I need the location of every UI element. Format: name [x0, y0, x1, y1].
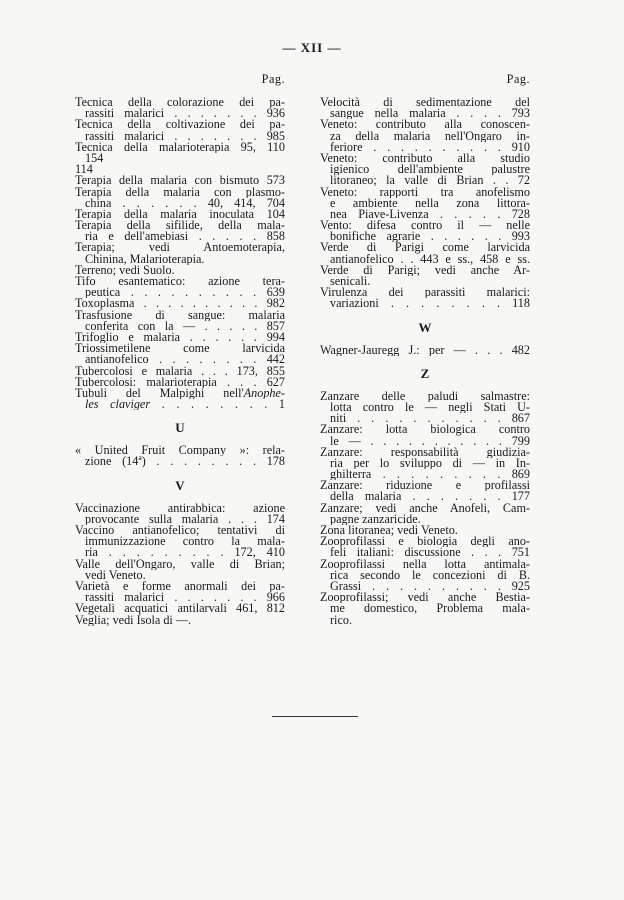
index-entry-line: feli italiani: discussione . . . 751 — [330, 547, 530, 559]
index-entry — [320, 424, 530, 446]
index-entry-line: Terapia; vedi Antoemoterapia, — [75, 242, 285, 254]
index-entry-line: Terapia della sifilide, della mala- — [75, 220, 285, 232]
index-entry-line: ghilterra . . . . . . . . . 869 — [330, 469, 530, 481]
pag-label-right: Pag. — [506, 72, 530, 86]
index-entry-line: Verde di Parigi; vedi anche Ar- — [320, 264, 530, 276]
index-entry-line: me domestico, Problema mala- — [330, 603, 530, 615]
index-entry — [75, 445, 285, 467]
index-entry-line: Terreno; vedi Suolo. — [75, 264, 175, 276]
index-entry — [75, 377, 285, 388]
index-entry-line: zione (14ª) . . . . . . . . 178 — [85, 456, 285, 468]
index-entry-line: feriore . . . . . . . . . . 910 — [330, 141, 530, 153]
index-entry-line: rassiti malarici . . . . . . . 936 — [85, 108, 285, 120]
index-entry-line: Trasfusione di sangue: malaria — [75, 309, 285, 321]
end-rule — [272, 716, 358, 717]
index-entry-line: Zooprofilassi e biologia degli ano- — [320, 536, 530, 548]
index-entry — [320, 525, 530, 536]
index-entry-line: Veglia; vedi Isola di —. — [75, 614, 192, 626]
index-column-left — [75, 72, 285, 626]
index-entry-line: Vaccinazione antirabbica: azione — [75, 502, 285, 514]
index-entry — [75, 187, 285, 209]
index-entry-line: peutica . . . . . . . . . . 639 — [85, 287, 285, 299]
index-entry-line: sangue nella malaria . . . . 793 — [330, 108, 530, 120]
index-entry — [320, 480, 530, 502]
index-entry-line: ria per lo sviluppo di — in In- — [330, 457, 530, 470]
pag-label-left: Pag. — [261, 72, 285, 86]
index-entry-line: variazioni . . . . . . . . 118 — [330, 298, 530, 310]
index-entry-line: Toxoplasma . . . . . . . . . . 982 — [75, 298, 285, 310]
index-entry-line: rica secondo le concezioni di B. — [330, 569, 530, 581]
index-entry — [320, 242, 530, 264]
index-entry-line: vedi Veneto. — [85, 569, 146, 581]
index-entry-line: provocante sulla malaria . . . 174 — [85, 513, 285, 525]
index-entry-line: Zanzare delle paludi salmastre: — [320, 390, 530, 402]
index-entry-line: igienico dell'ambiente palustre — [330, 164, 530, 176]
index-entry-line: Terapia della malaria inoculata 104 — [75, 208, 285, 221]
index-entry-line: Vento: difesa contro il — nelle — [320, 220, 530, 232]
index-entry-line: antianofelico . . 443 e ss., 458 e ss. — [330, 253, 530, 265]
index-entry-line: e ambiente nella zona littora- — [330, 197, 530, 209]
index-entry-line: Velocità di sedimentazione del — [320, 97, 530, 109]
index-entry-line: Tecnica della coltivazione dei pa- — [75, 119, 285, 131]
index-entry — [320, 391, 530, 425]
index-entry-line: 154 — [85, 152, 104, 165]
index-entry — [75, 310, 285, 332]
index-entry-line: Varietà e forme anormali dei pa- — [75, 580, 285, 593]
index-entry — [320, 559, 530, 593]
index-entry-line: antianofelico . . . . . . . . 442 — [85, 354, 285, 366]
index-entry-line: Grassi . . . . . . . . . . 925 — [330, 580, 530, 593]
entries-v — [75, 503, 285, 626]
index-entry — [75, 503, 285, 525]
index-entry-line: bonifiche agrarie . . . . . . 993 — [330, 231, 530, 243]
entries-w — [320, 345, 530, 356]
index-entry-line: pagne zanzaricide. — [330, 513, 421, 525]
index-entry — [75, 265, 285, 276]
entries-t — [75, 97, 285, 410]
index-entry-line: le — . . . . . . . . . . . 799 — [330, 435, 530, 447]
index-entry-line: Tecnica della colorazione dei pa- — [75, 97, 285, 109]
index-entry-line: Valle dell'Ongaro, valle di Brian; — [75, 558, 285, 570]
index-entry-line: niti . . . . . . . . . . . 867 — [330, 413, 530, 425]
index-entry-line: ria e dell'amebiasi . . . . . 858 — [85, 231, 285, 243]
index-entry-line: Vegetali acquatici antilarvali 461, 812 — [75, 603, 285, 615]
index-entry — [320, 220, 530, 242]
index-entry — [75, 242, 285, 264]
entries-z — [320, 391, 530, 626]
index-entry-line: nea Piave-Livenza . . . . . 728 — [330, 208, 530, 221]
index-entry-line: Virulenza dei parassiti malarici: — [320, 287, 530, 299]
index-entry-line: Terapia della malaria con plasmo- — [75, 186, 285, 198]
section-letter-z: Z — [420, 365, 430, 381]
index-entry — [320, 287, 530, 309]
index-entry-line: Chinina, Malarioterapia. — [85, 253, 205, 265]
index-entry — [75, 603, 285, 614]
index-entry — [75, 343, 285, 365]
entries-u — [75, 445, 285, 467]
index-entry — [75, 209, 285, 220]
index-entry-line: za della malaria nell'Ongaro in- — [330, 130, 530, 142]
index-entry-line: Vaccino antianofelico; tentativi di — [75, 525, 285, 537]
section-letter-u: U — [175, 420, 185, 436]
index-entry — [75, 97, 285, 119]
index-entry — [320, 345, 530, 356]
index-entry — [75, 298, 285, 309]
index-entry-line: Terapia della malaria con bismuto 573 — [75, 175, 285, 187]
index-entry — [320, 536, 530, 558]
index-entry — [320, 503, 530, 525]
index-entry — [320, 119, 530, 153]
index-entry — [75, 332, 285, 343]
index-entry-line: rico. — [330, 614, 352, 626]
index-entry-line: 114 — [75, 164, 93, 176]
index-entry-line: Triossimetilene come larvicida — [75, 343, 285, 355]
section-letter-w: W — [418, 319, 432, 335]
index-entry — [320, 592, 530, 626]
index-entry-line: les claviger . . . . . . . . 1 — [85, 399, 285, 411]
index-entry — [320, 187, 530, 221]
index-entry — [75, 525, 285, 559]
index-entry-line: conferita con la — . . . . . 857 — [85, 320, 285, 332]
index-entry — [75, 388, 285, 410]
index-entry-line: Veneto: contributo alla conoscen- — [320, 119, 530, 131]
index-entry — [75, 175, 285, 186]
index-entry — [75, 142, 285, 164]
index-entry — [75, 615, 285, 626]
index-entry-line: Trifoglio e malaria . . . . . . 994 — [75, 331, 285, 344]
index-entry — [75, 559, 285, 581]
entries-v-right — [320, 97, 530, 310]
index-entry-line: Tubercolosi: malarioterapia . . . 627 — [75, 376, 285, 388]
index-column-right — [320, 72, 530, 626]
section-letter-v: V — [175, 477, 185, 493]
index-entry-line: Zooprofilassi; vedi anche Bestia- — [320, 592, 530, 604]
index-entry — [320, 153, 530, 187]
index-entry-line: china . . . . . . 40, 414, 704 — [85, 197, 285, 209]
index-entry-line: rassiti malarici . . . . . . . 985 — [85, 130, 285, 142]
page-number: — XII — — [282, 40, 342, 55]
index-entry-line: Zooprofilassi nella lotta antimala- — [320, 558, 530, 570]
index-entry-line: Tifo esantematico: azione tera- — [75, 276, 285, 288]
index-entry-line: rassiti malarici . . . . . . . 966 — [85, 592, 285, 604]
index-entry — [75, 581, 285, 603]
index-entry-line: « United Fruit Company »: rela- — [75, 445, 285, 457]
index-entry — [320, 447, 530, 481]
index-entry-line: Zanzare; vedi anche Anofeli, Cam- — [320, 502, 530, 514]
index-entry-line: Tubuli del Malpighi nell'Anophe- — [75, 387, 285, 400]
index-entry-line: Wagner-Jauregg J.: per — . . . 482 — [320, 344, 530, 356]
index-entry — [75, 276, 285, 298]
index-entry-line: immunizzazione contro la mala- — [85, 536, 285, 548]
index-entry — [320, 97, 530, 119]
index-entry-line: Verde di Parigi come larvicida — [320, 242, 530, 254]
index-entry-line: Tubercolosi e malaria . . . 173, 855 — [75, 365, 285, 377]
index-entry-line: Zanzare: lotta biologica contro — [320, 424, 530, 436]
index-entry-line: lotta contro le — negli Stati U- — [330, 401, 530, 414]
index-entry-line: ria . . . . . . . . . 172, 410 — [85, 547, 285, 559]
index-entry-line: litoraneo; la valle di Brian . . 72 — [330, 175, 530, 187]
index-entry-line: Zanzare: riduzione e profilassi — [320, 480, 530, 492]
index-entry-line: Tecnica della malarioterapia 95, 110 — [75, 141, 285, 153]
index-entry-line: della malaria . . . . . . . 177 — [330, 491, 530, 503]
index-entry — [75, 220, 285, 242]
index-entry-line: senicali. — [330, 276, 371, 288]
index-entry — [75, 119, 285, 141]
index-entry-line: Zanzare: responsabilità giudizia- — [320, 446, 530, 458]
index-entry — [320, 265, 530, 287]
index-entry-line: Veneto: contributo alla studio — [320, 152, 530, 165]
index-entry — [75, 164, 285, 175]
index-entry-line: Veneto: rapporti tra anofelismo — [320, 186, 530, 198]
index-entry-line: Zona litoranea; vedi Veneto. — [320, 525, 458, 537]
index-entry — [75, 366, 285, 377]
